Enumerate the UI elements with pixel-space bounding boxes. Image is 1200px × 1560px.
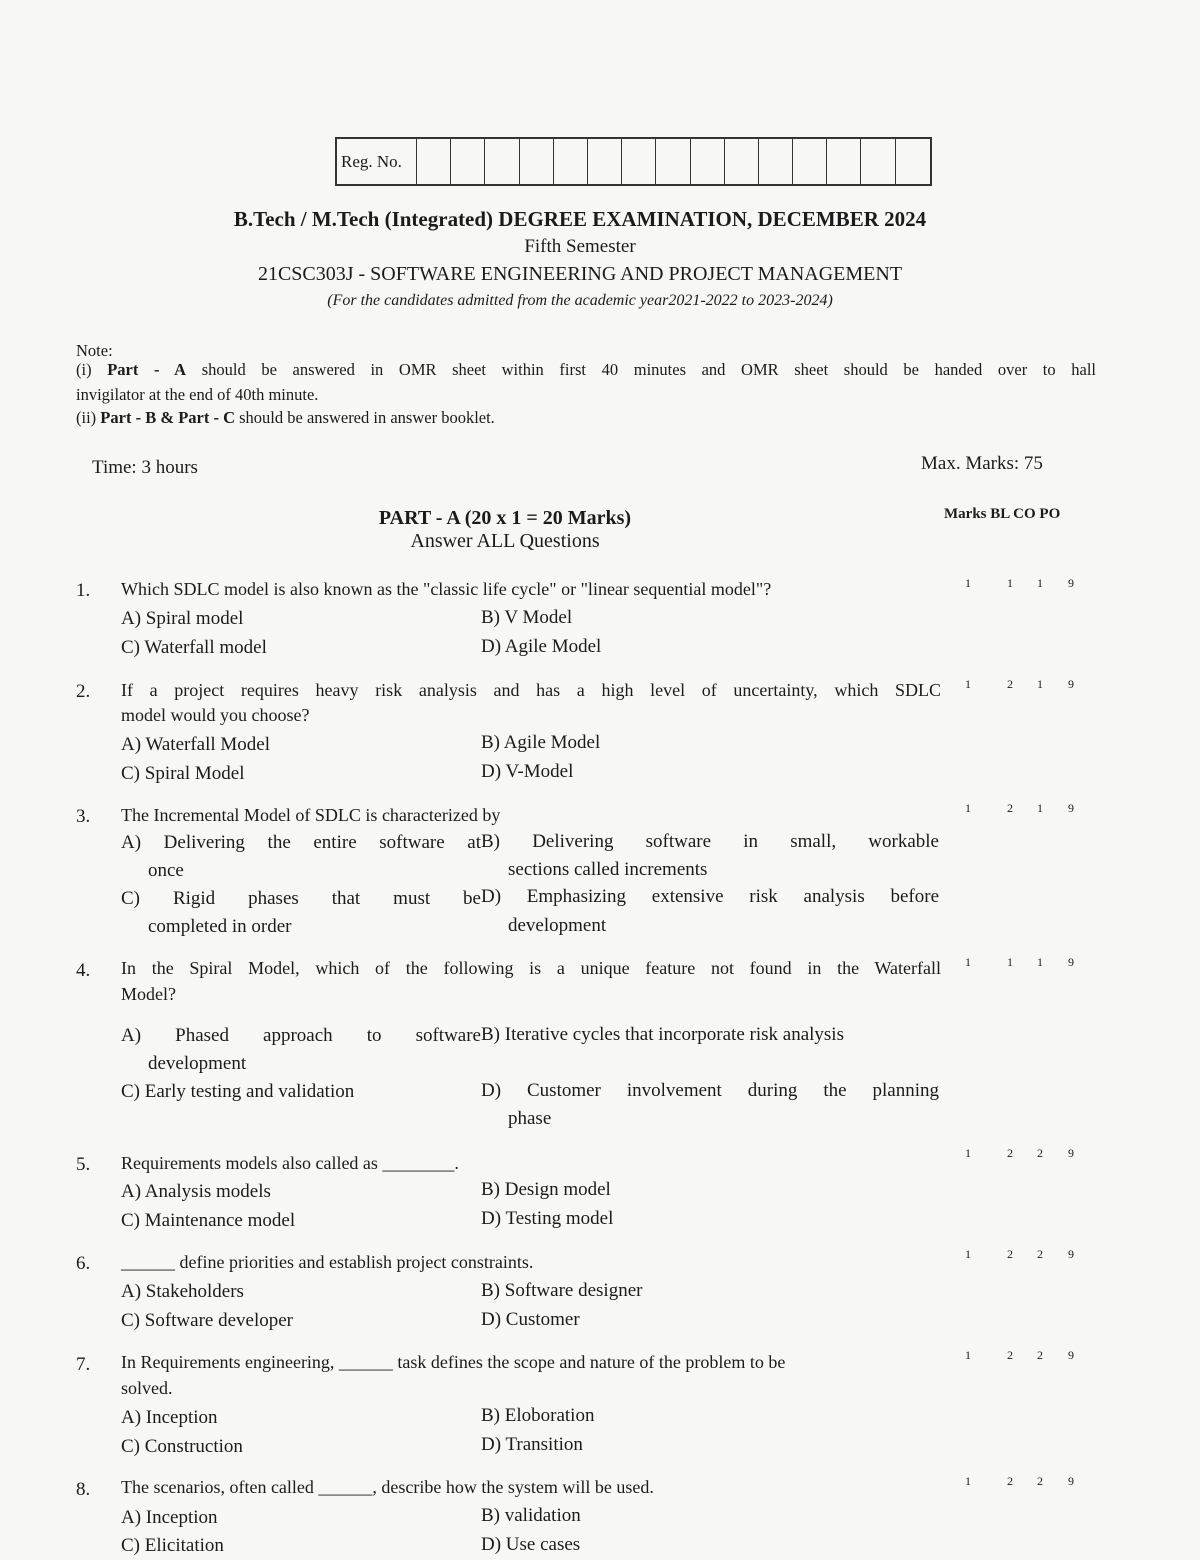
marks: 1 (965, 1348, 971, 1362)
option-a: A) Spiral model (121, 608, 244, 629)
option-a: A) Delivering the entire software at (121, 832, 481, 853)
question-number: 3. (76, 806, 91, 827)
option-c: C) Waterfall model (121, 637, 267, 658)
co: 1 (1037, 955, 1043, 969)
po: 9 (1068, 677, 1074, 691)
marks-column-header: Marks BL CO PO (944, 506, 1061, 522)
note-line-2: (ii) Part - B & Part - C should be answered in answer booklet. (76, 408, 495, 427)
po: 9 (1068, 1247, 1074, 1261)
option-b-cont: sections called increments (508, 859, 708, 880)
option-a: A) Inception (121, 1507, 218, 1528)
po: 9 (1068, 1348, 1074, 1362)
option-d: D) Customer (481, 1309, 580, 1330)
co: 2 (1037, 1247, 1043, 1261)
bl: 2 (1007, 801, 1013, 815)
co: 2 (1037, 1474, 1043, 1488)
bl: 2 (1007, 677, 1013, 691)
question-number: 6. (76, 1253, 91, 1274)
question-text: If a project requires heavy risk analysis and has a high level of uncertainty, which SDLC (121, 680, 941, 700)
max-marks: Max. Marks: 75 (921, 453, 1043, 474)
exam-title: B.Tech / M.Tech (Integrated) DEGREE EXAMINATION, DECEMBER 2024 (233, 207, 927, 231)
option-d: D) Agile Model (481, 636, 602, 657)
po: 9 (1068, 955, 1074, 969)
reg-cell (861, 139, 895, 184)
option-d: D) Customer involvement during the planning (481, 1080, 939, 1101)
option-c: C) Maintenance model (121, 1210, 296, 1231)
reg-cell (691, 139, 725, 184)
part-a-heading (300, 507, 710, 553)
option-a-cont: once (148, 860, 184, 881)
note-line-1-cont: invigilator at the end of 40th minute. (76, 385, 319, 404)
question-text-cont: solved. (121, 1378, 173, 1398)
co: 1 (1037, 576, 1043, 590)
marks: 1 (965, 1474, 971, 1488)
option-d-cont: phase (508, 1108, 552, 1129)
option-d: D) Testing model (481, 1208, 614, 1229)
option-a: A) Waterfall Model (121, 734, 271, 755)
option-b: B) Eloboration (481, 1405, 595, 1426)
question-number: 8. (76, 1479, 91, 1500)
bl: 1 (1007, 576, 1013, 590)
marks: 1 (965, 677, 971, 691)
question-text: The Incremental Model of SDLC is characterized by (121, 805, 501, 825)
question-text-cont: Model? (121, 984, 176, 1004)
question-text: Which SDLC model is also known as the "classic life cycle" or "linear sequential model"? (121, 579, 772, 599)
reg-cell (588, 139, 622, 184)
reg-cell (793, 139, 827, 184)
option-b: B) V Model (481, 607, 573, 628)
reg-cell (451, 139, 485, 184)
reg-cell (417, 139, 451, 184)
option-a: A) Analysis models (121, 1181, 271, 1202)
bl: 2 (1007, 1474, 1013, 1488)
reg-cell (827, 139, 861, 184)
option-d: D) V-Model (481, 761, 574, 782)
option-c: C) Early testing and validation (121, 1081, 355, 1102)
option-b: B) Iterative cycles that incorporate risk analysis (481, 1024, 844, 1045)
question-number: 1. (76, 580, 91, 601)
option-b: B) Design model (481, 1179, 611, 1200)
question-text: In Requirements engineering, ______ task defines the scope and nature of the problem to be (121, 1352, 786, 1372)
po: 9 (1068, 1146, 1074, 1160)
reg-number-label: Reg. No. (337, 139, 417, 184)
part-a-subtitle: Answer ALL Questions (410, 530, 600, 552)
bl: 2 (1007, 1247, 1013, 1261)
part-a-title: PART - A (20 x 1 = 20 Marks) (378, 507, 632, 529)
question-text: Requirements models also called as ________. (121, 1153, 459, 1173)
question-text: In the Spiral Model, which of the following is a unique feature not found in the Waterfall (121, 958, 941, 978)
question-number: 2. (76, 681, 91, 702)
co: 1 (1037, 801, 1043, 815)
exam-time: Time: 3 hours (92, 457, 198, 478)
option-a: A) Inception (121, 1407, 218, 1428)
course-title: 21CSC303J - SOFTWARE ENGINEERING AND PROJECT MANAGEMENT (257, 263, 903, 285)
question-text: The scenarios, often called ______, describe how the system will be used. (121, 1477, 654, 1497)
marks: 1 (965, 576, 971, 590)
reg-number-box (335, 137, 932, 186)
marks: 1 (965, 1247, 971, 1261)
option-d: D) Transition (481, 1434, 583, 1455)
option-b: B) Delivering software in small, workable (481, 831, 939, 852)
option-a: A) Stakeholders (121, 1281, 244, 1302)
co: 2 (1037, 1146, 1043, 1160)
option-c: C) Construction (121, 1436, 243, 1457)
reg-cell (554, 139, 588, 184)
question-number: 7. (76, 1354, 91, 1375)
option-c: C) Rigid phases that must be (121, 888, 481, 909)
option-b: B) validation (481, 1505, 581, 1526)
option-c-cont: completed in order (148, 916, 292, 937)
option-c: C) Software developer (121, 1310, 293, 1331)
option-c: C) Spiral Model (121, 763, 245, 784)
question-text: ______ define priorities and establish project constraints. (121, 1252, 534, 1272)
reg-cell (725, 139, 759, 184)
option-a-cont: development (148, 1053, 247, 1074)
option-d: D) Emphasizing extensive risk analysis before (481, 886, 939, 907)
po: 9 (1068, 576, 1074, 590)
bl: 1 (1007, 955, 1013, 969)
reg-cell (656, 139, 690, 184)
bl: 2 (1007, 1348, 1013, 1362)
marks: 1 (965, 955, 971, 969)
reg-cell (759, 139, 793, 184)
option-d: D) Use cases (481, 1534, 581, 1555)
po: 9 (1068, 1474, 1074, 1488)
reg-cell (520, 139, 554, 184)
option-b: B) Software designer (481, 1280, 643, 1301)
question-number: 5. (76, 1154, 91, 1175)
option-b: B) Agile Model (481, 732, 601, 753)
co: 1 (1037, 677, 1043, 691)
bl: 2 (1007, 1146, 1013, 1160)
marks: 1 (965, 1146, 971, 1160)
option-c: C) Elicitation (121, 1535, 224, 1556)
note-title: Note: (76, 341, 113, 360)
option-a: A) Phased approach to software (121, 1025, 481, 1046)
note-line-1: (i) Part - A should be answered in OMR sheet within first 40 minutes and OMR sheet should be handed over to hall (76, 360, 1096, 379)
reg-cell (622, 139, 656, 184)
question-text-cont: model would you choose? (121, 705, 310, 725)
admitted-note: (For the candidates admitted from the academic year2021-2022 to 2023-2024) (327, 292, 833, 309)
semester: Fifth Semester (524, 236, 636, 257)
option-d-cont: development (508, 915, 607, 936)
question-number: 4. (76, 960, 91, 981)
reg-cell (485, 139, 519, 184)
po: 9 (1068, 801, 1074, 815)
reg-cell (896, 139, 930, 184)
marks: 1 (965, 801, 971, 815)
co: 2 (1037, 1348, 1043, 1362)
